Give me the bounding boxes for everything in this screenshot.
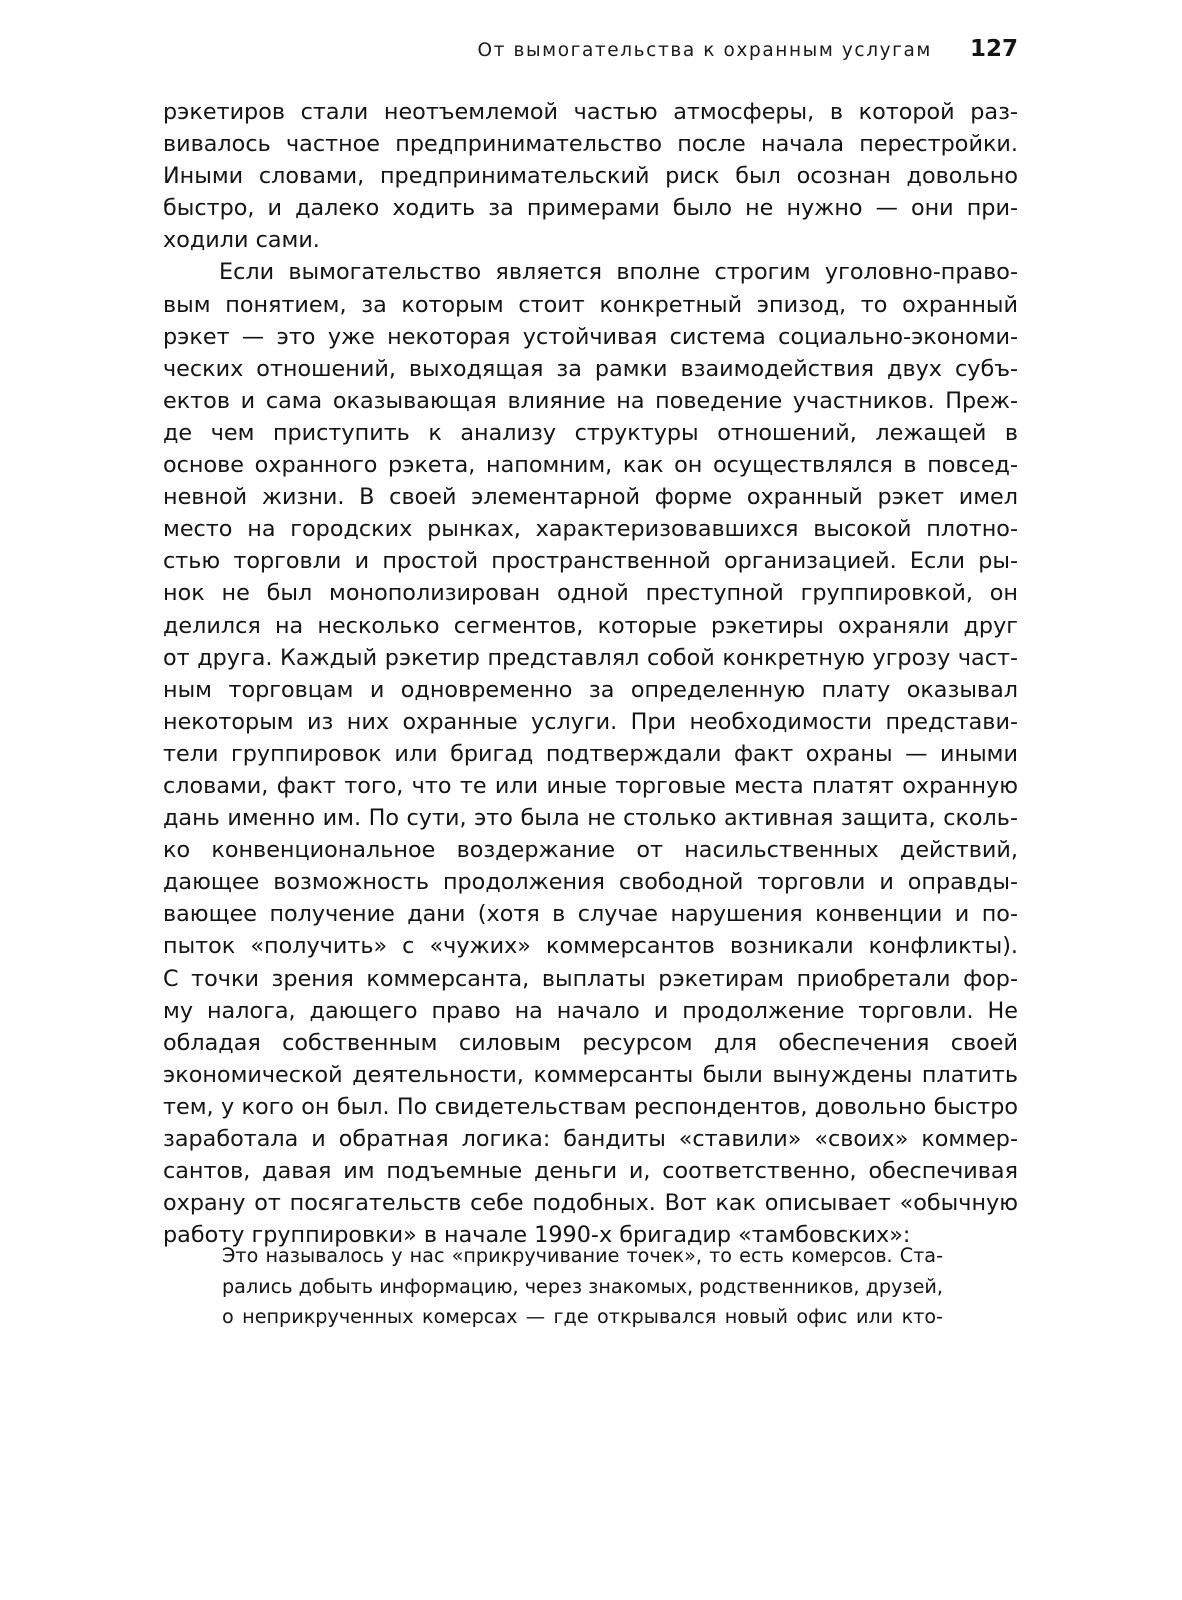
text-line: экономической деятельности, коммерсанты были вынуждены платить	[163, 1061, 1018, 1088]
text-line: ным торговцам и одновременно за определенную плату оказывал	[163, 676, 1018, 703]
text-line: охрану от посягательств себе подобных. Вот как описывает «обычную	[163, 1190, 1018, 1217]
text-line: ектов и сама оказывающая влияние на поведение участников. Преж-	[163, 387, 1018, 414]
text-line: пыток «получить» с «чужих» коммерсантов возникали конфликты).	[163, 933, 1018, 960]
text-line: вающее получение дани (хотя в случае нарушения конвенции и по-	[163, 901, 1018, 928]
running-title: От вымогательства к охранным услугам	[477, 40, 932, 61]
running-head	[163, 36, 1018, 66]
quote-line: рались добыть информацию, через знакомых, родственников, друзей,	[222, 1274, 943, 1298]
text-line: Иными словами, предпринимательский риск был осознан довольно	[163, 163, 1018, 190]
text-line: обладая собственным силовым ресурсом для обеспечения своей	[163, 1029, 1018, 1056]
text-line: вым понятием, за которым стоит конкретный эпизод, то охранный	[163, 291, 1018, 318]
text-line: от друга. Каждый рэкетир представлял собой конкретную угрозу част-	[163, 644, 1018, 671]
text-line: вивалось частное предпринимательство после начала перестройки.	[163, 131, 1018, 158]
paragraph-continued	[163, 96, 1018, 256]
text-line: нок не был монополизирован одной преступной группировкой, он	[163, 580, 1018, 607]
text-line: невной жизни. В своей элементарной форме охранный рэкет имел	[163, 484, 1018, 511]
page-number: 127	[969, 36, 1018, 62]
block-quote	[222, 1241, 943, 1333]
text-line: рэкетиров стали неотъемлемой частью атмосферы, в которой раз-	[163, 99, 1018, 125]
text-line: дань именно им. По сути, это была не столько активная защита, сколь-	[163, 805, 1018, 832]
text-line: ходили сами.	[163, 227, 320, 254]
quote-line: о неприкрученных комерсах — где открывался новый офис или кто-	[222, 1305, 943, 1328]
body-text	[163, 96, 1018, 1251]
text-line: тем, у кого он был. По свидетельствам респондентов, довольно быстро	[163, 1093, 1018, 1120]
text-line: делился на несколько сегментов, которые рэкетиры охраняли друг	[163, 612, 1018, 639]
text-line: место на городских рынках, характеризовавшихся высокой плотно-	[163, 516, 1018, 543]
text-line: работу группировки» в начале 1990-х бригадир «тамбовских»:	[163, 1222, 911, 1249]
text-line: некоторым из них охранные услуги. При необходимости представи-	[163, 708, 1018, 735]
text-line: стью торговли и простой пространственной организацией. Если ры-	[163, 548, 1018, 575]
paragraph-main	[163, 256, 1018, 1251]
quote-line: Это называлось у нас «прикручивание точек», то есть комерсов. Ста-	[222, 1244, 943, 1267]
text-line: словами, факт того, что те или иные торговые места платят охранную	[163, 772, 1018, 799]
text-line: ко конвенциональное воздержание от насильственных действий,	[163, 837, 1018, 864]
text-line: основе охранного рэкета, напомним, как он осуществлялся в повсед-	[163, 452, 1018, 479]
text-line: заработала и обратная логика: бандиты «ставили» «своих» коммер-	[163, 1126, 1018, 1152]
text-line: ческих отношений, выходящая за рамки взаимодействия двух субъ-	[163, 355, 1018, 382]
text-line: С точки зрения коммерсанта, выплаты рэкетирам приобретали фор-	[163, 965, 1018, 992]
text-line: быстро, и далеко ходить за примерами было не нужно — они при-	[163, 195, 1018, 222]
text-line: рэкет — это уже некоторая устойчивая система социально-экономи-	[163, 323, 1018, 350]
text-line: тели группировок или бригад подтверждали факт охраны — иными	[163, 740, 1018, 767]
text-line: Если вымогательство является вполне строгим уголовно-право-	[219, 259, 1018, 286]
text-line: му налога, дающего право на начало и продолжение торговли. Не	[163, 997, 1018, 1024]
text-line: сантов, давая им подъемные деньги и, соответственно, обеспечивая	[163, 1158, 1018, 1185]
text-line: де чем приступить к анализу структуры отношений, лежащей в	[163, 419, 1018, 446]
text-line: дающее возможность продолжения свободной торговли и оправды-	[163, 869, 1018, 896]
